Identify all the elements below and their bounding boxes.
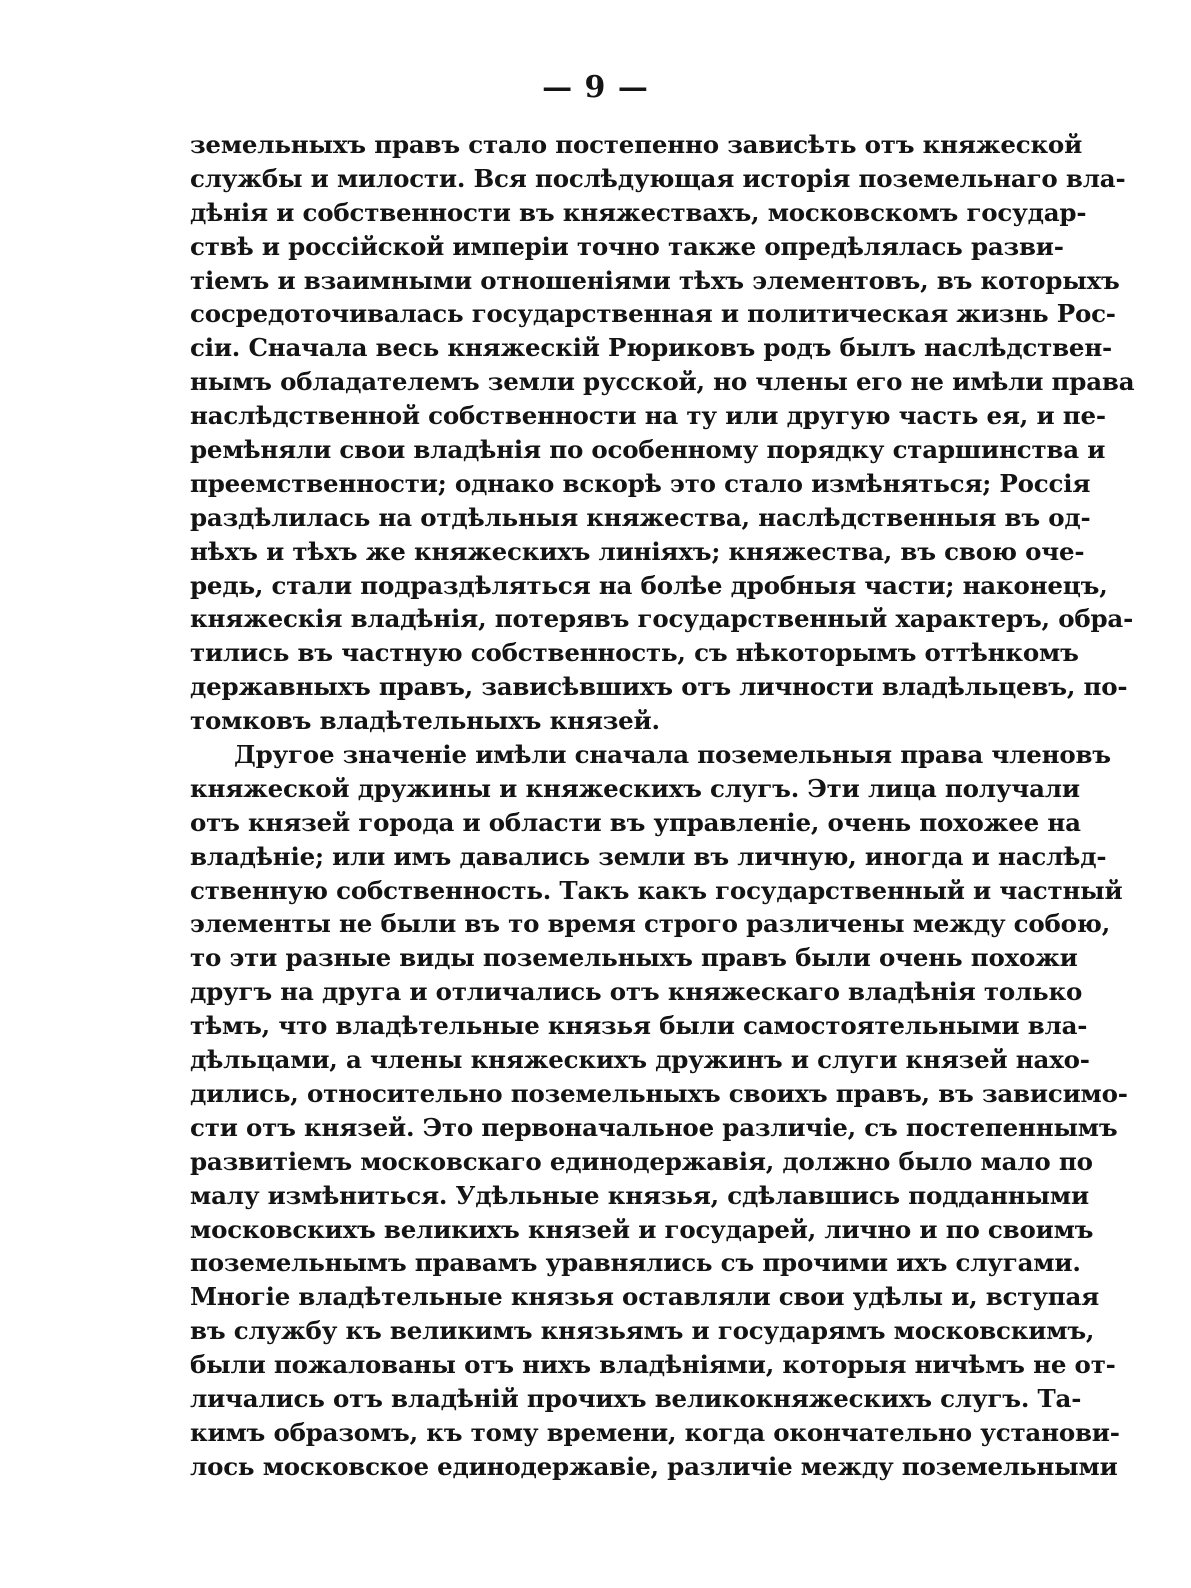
text-line: московскихъ великихъ князей и государей, лично и по своимъ — [190, 1214, 1094, 1244]
text-line: нымъ обладателемъ земли русской, но члены его не имѣли права — [190, 367, 1135, 397]
text-line: дились, относительно поземельныхъ своихъ правъ, въ зависимо- — [190, 1078, 1128, 1108]
text-line: Другое значеніе имѣли сначала поземельныя права членовъ — [234, 740, 1111, 770]
text-line: лось московское единодержавіе, различіе между поземельными — [190, 1451, 1118, 1481]
text-line: владѣніе; или имъ давались земли въ личную, иногда и наслѣд- — [190, 841, 1107, 871]
text-line: тіемъ и взаимными отношеніями тѣхъ элементовъ, въ которыхъ — [190, 265, 1120, 295]
text-line: малу измѣниться. Удѣльные князья, сдѣлавшись подданными — [190, 1180, 1089, 1210]
text-line: ственную собственность. Такъ какъ государственный и частный — [190, 875, 1123, 905]
text-line: поземельнымъ правамъ уравнялись съ прочими ихъ слугами. — [190, 1248, 1081, 1278]
text-line: то эти разные виды поземельныхъ правъ были очень похожи — [190, 943, 1078, 973]
text-line: другъ на друга и отличались отъ княжескаго владѣнія только — [190, 977, 1083, 1007]
text-line: земельныхъ правъ стало постепенно зависѣть отъ княжеской — [190, 130, 1083, 159]
paragraph-2 — [190, 738, 1128, 1484]
text-line: преемственности; однако вскорѣ это стало измѣняться; Россія — [190, 468, 1091, 498]
text-line: сосредоточивалась государственная и политическая жизнь Рос- — [190, 299, 1116, 329]
text-line: редь, стали подраздѣляться на болѣе дробныя части; наконецъ, — [190, 570, 1108, 600]
text-line: въ службу къ великимъ князьямъ и государямъ московскимъ, — [190, 1316, 1095, 1346]
text-line: дѣнія и собственности въ княжествахъ, московскомъ государ- — [190, 197, 1087, 227]
text-line: сти отъ князей. Это первоначальное различіе, съ постепеннымъ — [190, 1112, 1118, 1142]
body-text — [190, 128, 1135, 1484]
text-line: княжескія владѣнія, потерявъ государственный характеръ, обра- — [190, 604, 1134, 634]
text-line: раздѣлилась на отдѣльныя княжества, наслѣдственныя въ од- — [190, 502, 1091, 532]
text-line: томковъ владѣтельныхъ князей. — [190, 706, 660, 736]
page-number: — 9 — — [542, 70, 649, 105]
text-line: личались отъ владѣній прочихъ великокняжескихъ слугъ. Та- — [190, 1383, 1082, 1413]
text-line: были пожалованы отъ нихъ владѣніями, которыя ничѣмъ не от- — [190, 1350, 1116, 1380]
text-line: отъ князей города и области въ управленіе, очень похожее на — [190, 807, 1081, 837]
text-line: княжеской дружины и княжескихъ слугъ. Эти лица получали — [190, 773, 1080, 803]
text-line: сіи. Сначала весь княжескій Рюриковъ родъ былъ наслѣдствен- — [190, 333, 1113, 363]
text-line: тились въ частную собственность, съ нѣкоторымъ оттѣнкомъ — [190, 638, 1079, 668]
text-line: службы и милости. Вся послѣдующая исторія поземельнаго вла- — [190, 163, 1126, 193]
paragraph-1 — [190, 128, 1135, 738]
text-line: развитіемъ московскаго единодержавія, должно было мало по — [190, 1146, 1093, 1176]
text-line: элементы не были въ то время строго различены между собою, — [190, 909, 1111, 939]
text-line: державныхъ правъ, зависѣвшихъ отъ личности владѣльцевъ, по- — [190, 672, 1128, 702]
text-line: нѣхъ и тѣхъ же княжескихъ линіяхъ; княжества, въ свою оче- — [190, 536, 1085, 566]
text-line: кимъ образомъ, къ тому времени, когда окончательно установи- — [190, 1417, 1120, 1447]
text-line: наслѣдственной собственности на ту или другую часть ея, и пе- — [190, 401, 1106, 431]
text-line: ствѣ и россійской имперіи точно также опредѣлялась разви- — [190, 231, 1064, 261]
text-line: ремѣняли свои владѣнія по особенному порядку старшинства и — [190, 435, 1106, 465]
text-line: дѣльцами, а члены княжескихъ дружинъ и слуги князей нахо- — [190, 1045, 1090, 1075]
text-line: Многіе владѣтельные князья оставляли свои удѣлы и, вступая — [190, 1282, 1100, 1312]
text-line: тѣмъ, что владѣтельные князья были самостоятельными вла- — [190, 1011, 1088, 1041]
